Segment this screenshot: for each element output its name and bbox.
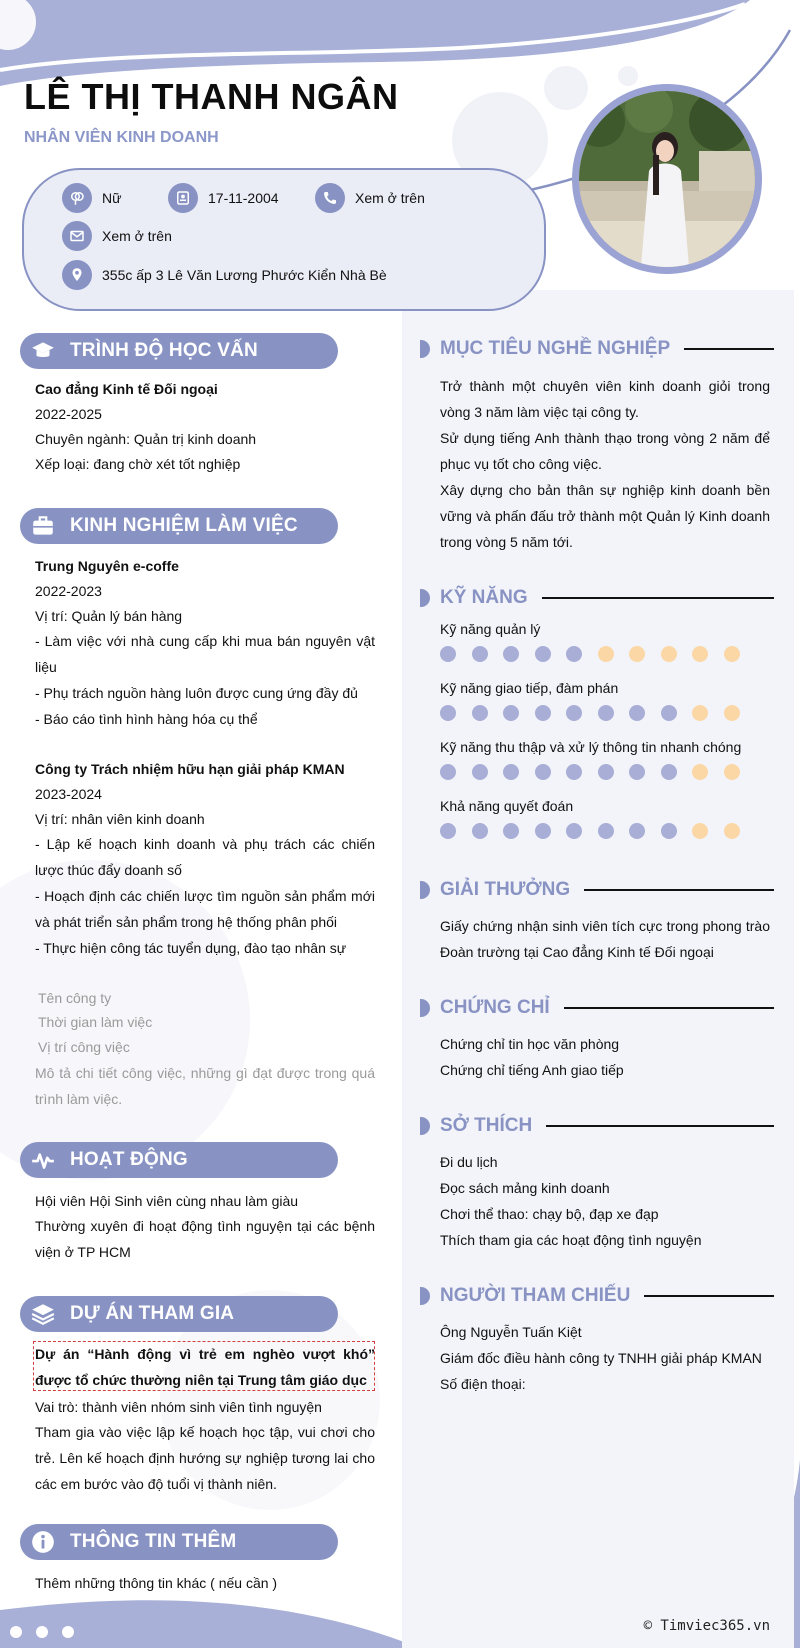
section-marker xyxy=(420,340,430,358)
skill-rating xyxy=(440,646,755,662)
section-divider xyxy=(684,348,774,350)
skill-dot-empty xyxy=(629,646,645,662)
section-title-references: NGƯỜI THAM CHIẾU xyxy=(440,1285,631,1306)
job-detail: - Làm việc với nhà cung cấp khi mua bán nguyên vật liệu xyxy=(35,633,375,675)
skill-dot-filled xyxy=(566,705,582,721)
hobby-item: Đọc sách mảng kinh doanh xyxy=(440,1180,610,1196)
gender-value: Nữ xyxy=(102,190,122,206)
skill-dot-filled xyxy=(503,646,519,662)
skill-dot-filled xyxy=(440,646,456,662)
job-period: 2022-2023 xyxy=(35,583,102,599)
project-role: Vai trò: thành viên nhóm sinh viên tình nguyện xyxy=(35,1399,322,1415)
education-grade: Xếp loại: đang chờ xét tốt nghiệp xyxy=(35,456,241,472)
timviec365-logo[interactable]: © Timviec365.vn xyxy=(643,1618,770,1634)
project-name: Dự án “Hành động vì trẻ em nghèo vượt khó” được tổ chức thường niên tại Trung tâm giáo dục xyxy=(35,1346,375,1388)
skill-dot-filled xyxy=(535,823,551,839)
reference-position: Giám đốc điều hành công ty TNHH giải pháp KMAN xyxy=(440,1350,762,1366)
section-divider xyxy=(564,1007,774,1009)
graduation-cap-icon xyxy=(30,338,56,364)
section-header-projects xyxy=(20,1296,338,1332)
skill-dot-filled xyxy=(440,823,456,839)
hobby-item: Thích tham gia các hoạt động tình nguyện xyxy=(440,1232,702,1248)
skill-dot-filled xyxy=(566,823,582,839)
skill-dot-empty xyxy=(724,823,740,839)
email-value: Xem ở trên xyxy=(102,228,172,244)
contact-birthday xyxy=(168,183,279,213)
activity-line: Thường xuyên đi hoạt động tình nguyện tại các bệnh viện ở TP HCM xyxy=(35,1218,375,1260)
section-marker xyxy=(420,1117,430,1135)
skill-dot-filled xyxy=(661,764,677,780)
certificate-item: Chứng chỉ tiếng Anh giao tiếp xyxy=(440,1062,624,1078)
hobby-item: Chơi thể thao: chạy bộ, đạp xe đạp xyxy=(440,1206,659,1222)
section-marker xyxy=(420,589,430,607)
avatar-frame xyxy=(572,84,762,274)
job-position: Vị trí: Quản lý bán hàng xyxy=(35,608,183,624)
project-description: Tham gia vào việc lập kế hoạch học tập, vui chơi cho trẻ. Lên kế hoạch định hướng sự nghiệp tương lai cho các em bước vào độ tuổi vị thành niên. xyxy=(35,1424,375,1492)
skill-dot-filled xyxy=(535,764,551,780)
objective-line: Sử dụng tiếng Anh thành thạo trong vòng 2 năm để phục vụ tốt cho công việc. xyxy=(440,430,770,472)
skill-rating xyxy=(440,823,755,839)
skill-dot-filled xyxy=(503,764,519,780)
skill-dot-filled xyxy=(472,823,488,839)
contact-phone xyxy=(315,183,425,213)
job-company: Trung Nguyên e-coffe xyxy=(35,558,179,574)
skill-name: Kỹ năng thu thập và xử lý thông tin nhanh chóng xyxy=(440,739,742,755)
skill-dot-filled xyxy=(440,764,456,780)
avatar xyxy=(579,91,755,267)
section-divider xyxy=(644,1295,774,1297)
job-position: Vị trí: nhân viên kinh doanh xyxy=(35,811,205,827)
skill-dot-filled xyxy=(566,646,582,662)
extra-text: Thêm những thông tin khác ( nếu cần ) xyxy=(35,1575,278,1591)
skill-dot-empty xyxy=(724,764,740,780)
section-title-awards: GIẢI THƯỞNG xyxy=(440,879,571,900)
section-marker xyxy=(420,881,430,899)
skill-name: Kỹ năng quản lý xyxy=(440,621,541,637)
skill-dot-filled xyxy=(535,705,551,721)
skill-dot-filled xyxy=(661,823,677,839)
section-title-objective: MỤC TIÊU NGHỀ NGHIỆP xyxy=(440,338,671,359)
education-major: Chuyên ngành: Quản trị kinh doanh xyxy=(35,431,257,447)
location-pin-icon xyxy=(62,260,92,290)
skill-name: Khả năng quyết đoán xyxy=(440,798,574,814)
section-title-education: TRÌNH ĐỘ HỌC VẤN xyxy=(70,340,258,361)
section-divider xyxy=(584,889,774,891)
placeholder-company: Tên công ty xyxy=(38,990,112,1006)
section-title-certificates: CHỨNG CHỈ xyxy=(440,997,550,1018)
section-marker xyxy=(420,1287,430,1305)
layers-icon xyxy=(30,1301,56,1327)
skill-dot-empty xyxy=(692,764,708,780)
section-header-certificates xyxy=(420,994,774,1022)
skill-dot-filled xyxy=(598,823,614,839)
skill-dot-filled xyxy=(629,823,645,839)
phone-icon xyxy=(315,183,345,213)
skill-dot-filled xyxy=(472,764,488,780)
section-title-skills: KỸ NĂNG xyxy=(440,587,528,608)
job-detail: - Hoạch định các chiến lược tìm nguồn sản phẩm mới và phát triển sản phẩm trong hệ thống phân phối xyxy=(35,888,375,930)
section-title-activities: HOẠT ĐỘNG xyxy=(70,1149,188,1170)
section-divider xyxy=(542,597,774,599)
skill-rating xyxy=(440,764,755,780)
section-header-objective xyxy=(420,335,774,363)
skill-dot-empty xyxy=(598,646,614,662)
reference-name: Ông Nguyễn Tuấn Kiệt xyxy=(440,1324,582,1340)
skill-dot-filled xyxy=(503,823,519,839)
section-header-skills xyxy=(420,584,774,612)
skill-dot-filled xyxy=(503,705,519,721)
birthday-value: 17-11-2004 xyxy=(208,190,279,206)
section-header-experience xyxy=(20,508,338,544)
contact-email xyxy=(62,221,172,251)
pulse-icon xyxy=(30,1147,56,1173)
section-title-experience: KINH NGHIỆM LÀM VIỆC xyxy=(70,515,298,536)
placeholder-position: Vị trí công việc xyxy=(38,1039,130,1055)
job-period: 2023-2024 xyxy=(35,786,102,802)
objective-line: Trở thành một chuyên viên kinh doanh giỏi trong vòng 3 năm làm việc tại công ty. xyxy=(440,378,770,420)
job-detail: - Lập kế hoạch kinh doanh và phụ trách các chiến lược thúc đẩy doanh số xyxy=(35,836,375,878)
placeholder-period: Thời gian làm việc xyxy=(38,1014,153,1030)
section-header-awards xyxy=(420,876,774,904)
section-marker xyxy=(420,999,430,1017)
skill-rating xyxy=(440,705,755,721)
skill-dot-empty xyxy=(724,646,740,662)
skill-dot-empty xyxy=(692,705,708,721)
skill-dot-filled xyxy=(472,705,488,721)
candidate-name: LÊ THỊ THANH NGÂN xyxy=(24,76,399,117)
skill-dot-empty xyxy=(692,646,708,662)
skill-dot-filled xyxy=(440,705,456,721)
award-text: Giấy chứng nhận sinh viên tích cực trong phong trào Đoàn trường tại Cao đẳng Kinh tế Đối ngoại xyxy=(440,918,770,960)
activity-line: Hội viên Hội Sinh viên cùng nhau làm giàu xyxy=(35,1193,299,1209)
job-company: Công ty Trách nhiệm hữu hạn giải pháp KMAN xyxy=(35,761,345,777)
skill-name: Kỹ năng giao tiếp, đàm phán xyxy=(440,680,619,696)
skill-dot-filled xyxy=(629,764,645,780)
placeholder-description: Mô tả chi tiết công việc, những gì đạt được trong quá trình làm việc. xyxy=(35,1065,375,1107)
skill-dot-filled xyxy=(535,646,551,662)
candidate-job-title: NHÂN VIÊN KINH DOANH xyxy=(24,129,219,146)
education-school: Cao đẳng Kinh tế Đối ngoại xyxy=(35,381,218,397)
skill-dot-filled xyxy=(598,705,614,721)
job-detail: - Báo cáo tình hình hàng hóa cụ thể xyxy=(35,711,258,727)
section-title-extra: THÔNG TIN THÊM xyxy=(70,1531,237,1552)
envelope-icon xyxy=(62,221,92,251)
certificate-item: Chứng chỉ tin học văn phòng xyxy=(440,1036,620,1052)
gender-icon xyxy=(62,183,92,213)
section-header-extra xyxy=(20,1524,338,1560)
objective-line: Xây dựng cho bản thân sự nghiệp kinh doanh bền vững và phấn đấu trở thành một Quản lý Kinh doanh trong vòng 5 năm tới. xyxy=(440,482,770,550)
section-header-activities xyxy=(20,1142,338,1178)
education-period: 2022-2025 xyxy=(35,406,102,422)
section-header-hobbies xyxy=(420,1112,774,1140)
address-value: 355c ấp 3 Lê Văn Lương Phước Kiển Nhà Bè xyxy=(102,267,387,283)
skill-dot-empty xyxy=(692,823,708,839)
section-divider xyxy=(546,1125,774,1127)
skill-dot-filled xyxy=(661,705,677,721)
hobby-item: Đi du lịch xyxy=(440,1154,498,1170)
id-card-icon xyxy=(168,183,198,213)
skill-dot-empty xyxy=(724,705,740,721)
skill-dot-filled xyxy=(629,705,645,721)
section-title-projects: DỰ ÁN THAM GIA xyxy=(70,1303,235,1324)
job-detail: - Phụ trách nguồn hàng luôn được cung ứng đầy đủ xyxy=(35,685,358,701)
section-title-hobbies: SỞ THÍCH xyxy=(440,1115,533,1136)
skill-dot-filled xyxy=(472,646,488,662)
briefcase-icon xyxy=(30,513,56,539)
job-detail: - Thực hiện công tác tuyển dụng, đào tạo nhân sự xyxy=(35,940,347,956)
skill-dot-filled xyxy=(598,764,614,780)
reference-phone: Số điện thoại: xyxy=(440,1376,526,1392)
contact-address xyxy=(62,260,387,290)
skill-dot-empty xyxy=(661,646,677,662)
section-header-education xyxy=(20,333,338,369)
info-icon xyxy=(30,1529,56,1555)
section-header-references xyxy=(420,1282,774,1310)
contact-gender xyxy=(62,183,121,213)
phone-value: Xem ở trên xyxy=(355,190,425,206)
skill-dot-filled xyxy=(566,764,582,780)
